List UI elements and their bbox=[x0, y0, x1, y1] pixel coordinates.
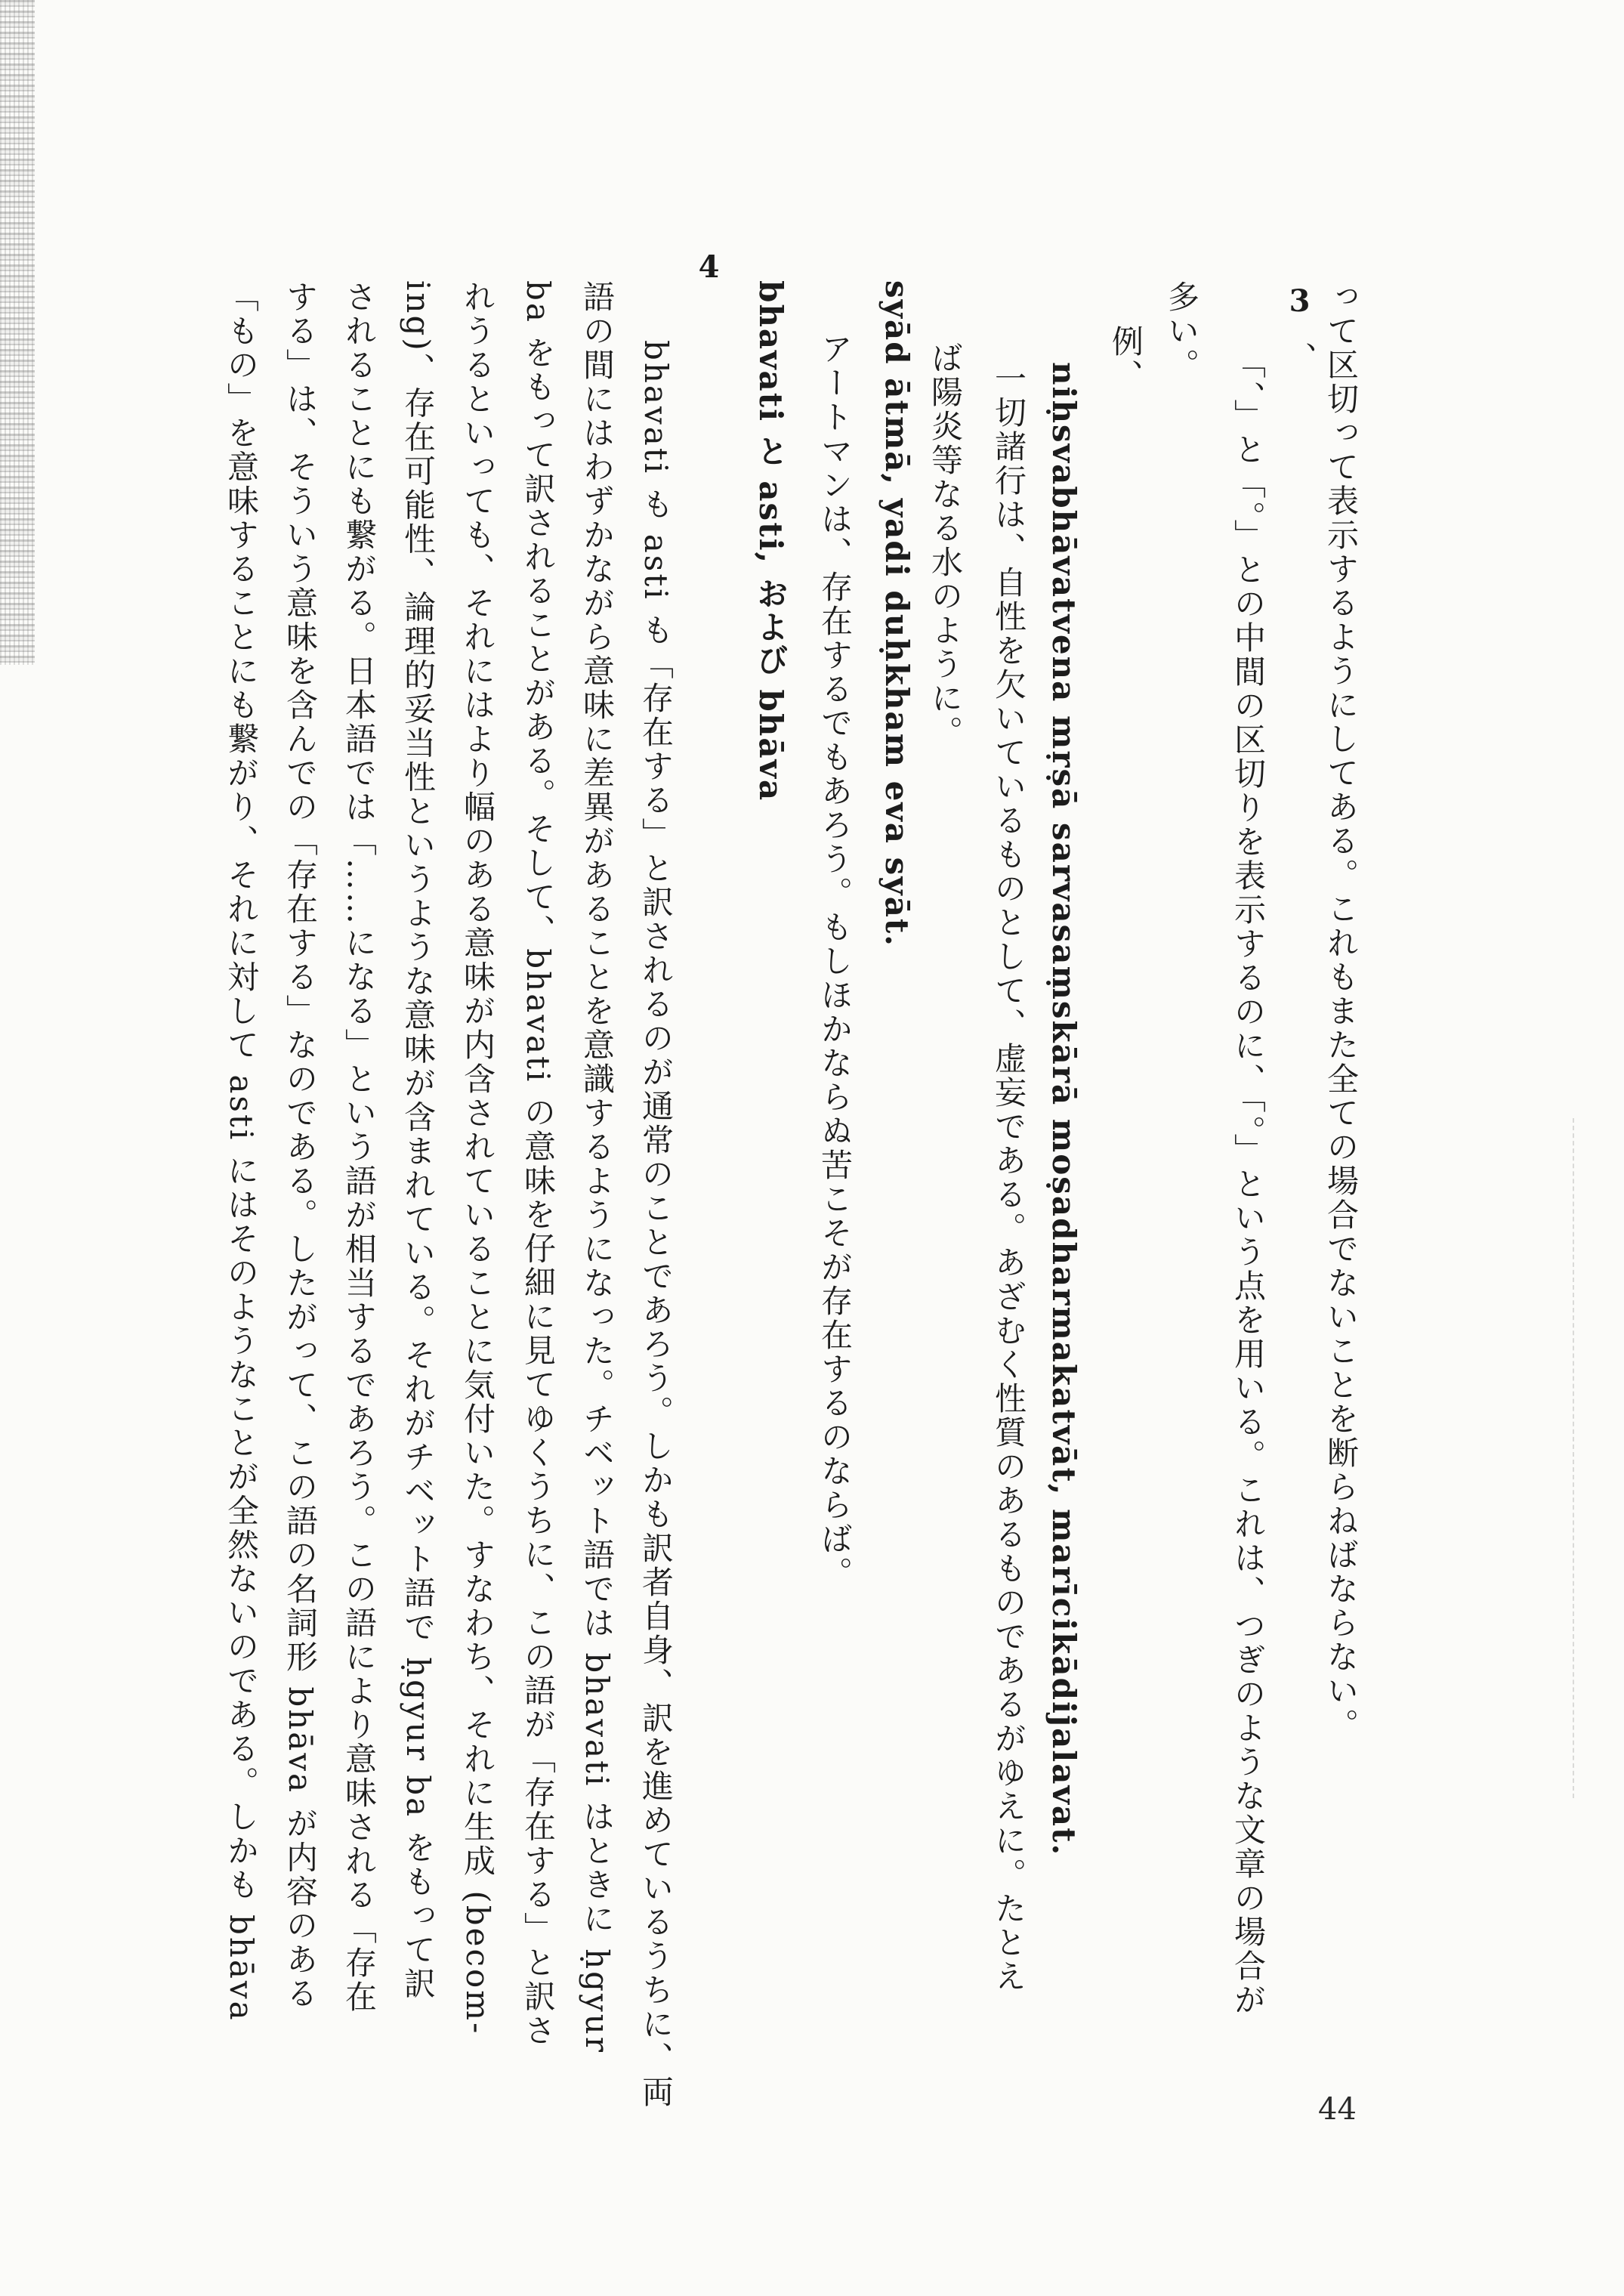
section-3-paragraph-line: 多い。 bbox=[1163, 280, 1200, 382]
section-4-paragraph-line: 「もの」を意味することにも繋がり、それに対して asti にはそのようなことが全然ないのである。しかも bhāva bbox=[223, 280, 260, 2023]
example-label: 例、 bbox=[1107, 325, 1144, 393]
example-2-translation: アートマンは、存在するでもあろう。もしほかならぬ苦こそが存在するのならば。 bbox=[817, 332, 854, 1590]
section-3-number: 3 bbox=[1282, 283, 1317, 321]
page-number: 44 bbox=[1318, 2092, 1357, 2127]
section-4-paragraph-line: 語の間にはわずかながら意味に差異があることを意識するようになった。チベット語では bhavati はときに ḥgyur bbox=[579, 280, 616, 2054]
example-1-translation-line: ば陽炎等なる水のように。 bbox=[927, 341, 964, 749]
section-3-paragraph-line: 「、」と「。」との中間の区切りを表示するのに、「。」という点を用いる。これは、つぎのような文章の場合が bbox=[1230, 347, 1267, 2017]
section-4-paragraph-line: する」は、そういう意味を含んでの「存在する」なのである。したがって、この語の名詞形 bhāva が内容のある bbox=[282, 280, 319, 2011]
section-4-paragraph-line: ba をもって訳されることがある。そして、bhavati の意味を仔細に見てゆくうちに、この語が「存在する」と訳さ bbox=[520, 280, 557, 2048]
section-4-paragraph-line: bhavati も asti も「存在する」と訳されるのが通常のことであろう。しかも訳者自身、訳を進めているうちに、両 bbox=[638, 340, 675, 2110]
example-2-sanskrit: syād ātmā, yadi duḥkham eva syāt. bbox=[878, 280, 915, 947]
section-4-number: 4 bbox=[691, 249, 727, 287]
scan-edge-artifact bbox=[0, 0, 35, 665]
section-3-title: 、 bbox=[1281, 341, 1318, 375]
example-1-translation-line: 一切諸行は、自性を欠いているものとして、虚妄である。あざむく性質のあるものであるがゆえに。たとえ bbox=[990, 362, 1027, 1994]
section-4-title: bhavati と asti, および bhāva bbox=[752, 280, 789, 802]
intro-continuation-line: って区切って表示するようにしてある。これもまた全ての場合でないことを断らねばならない。 bbox=[1323, 280, 1360, 1742]
scan-speck-marks bbox=[1573, 1118, 1574, 1798]
section-4-paragraph-line: れうるといっても、それにはより幅のある意味が内含されていることに気付いた。すなわち、それに生成 (becom- bbox=[459, 280, 496, 2036]
example-1-sanskrit: niḥsvabhāvatvena mṛṣā sarvasaṃskārā moṣadharmakatvāt, marīcikādijalavat. bbox=[1045, 362, 1082, 1857]
section-4-paragraph-line: ing)、存在可能性、論理的妥当性というような意味が含まれている。それがチベット語で ḥgyur ba をもって訳 bbox=[400, 280, 437, 2001]
section-4-paragraph-line: されることにも繋がる。日本語では「……になる」という語が相当するであろう。この語により意味される「存在 bbox=[341, 280, 378, 2014]
